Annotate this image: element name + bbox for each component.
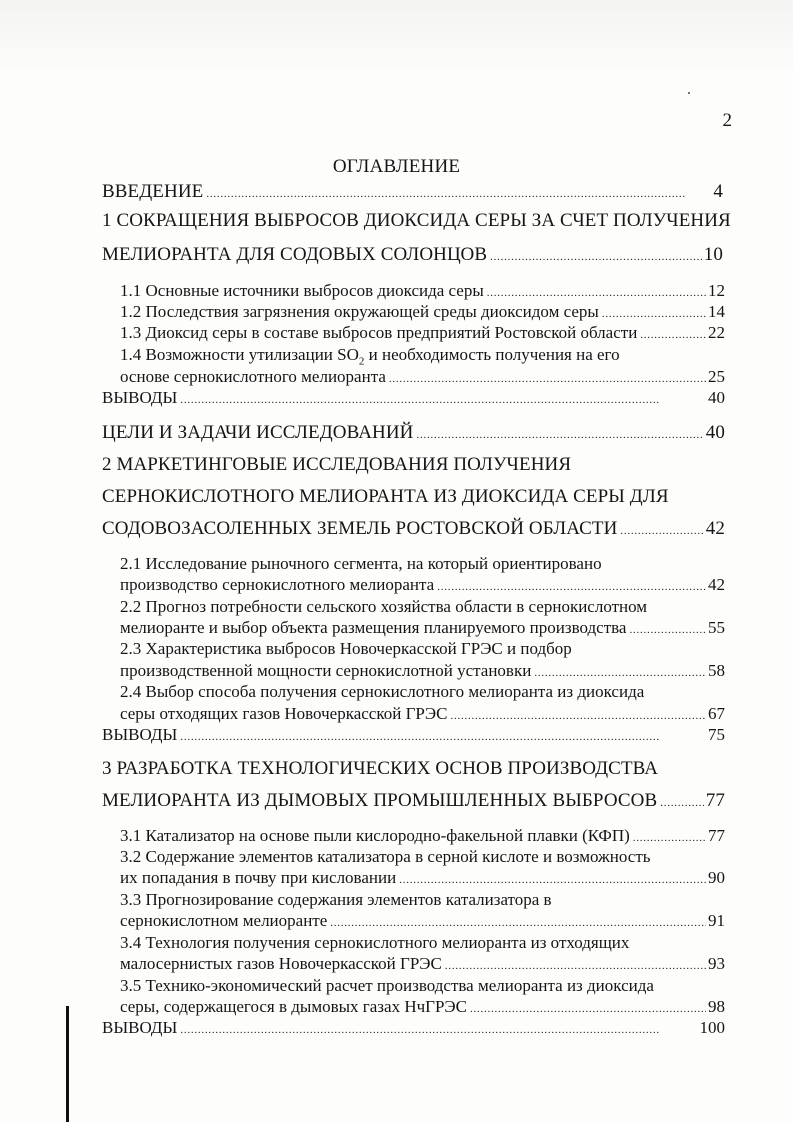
toc-entry-page: 90 bbox=[708, 868, 725, 887]
dot-leader bbox=[633, 827, 706, 844]
toc-entry-chapter-1[interactable] bbox=[102, 245, 723, 264]
toc-chapter-2-line1: 2 МАРКЕТИНГОВЫЕ ИССЛЕДОВАНИЯ ПОЛУЧЕНИЯ bbox=[102, 454, 572, 475]
toc-entry-page: 42 bbox=[708, 575, 725, 594]
dot-leader bbox=[417, 423, 704, 442]
toc-1-4-line1-pre: 1.4 Возможности утилизации SO bbox=[120, 345, 359, 364]
toc-entry-page: 98 bbox=[708, 997, 725, 1016]
toc-entry-1-3[interactable] bbox=[120, 324, 725, 341]
toc-entry-page: 55 bbox=[708, 618, 725, 637]
toc-entry-page: 75 bbox=[708, 725, 725, 744]
dot-leader bbox=[180, 1019, 697, 1036]
toc-entry-3-1[interactable] bbox=[120, 827, 725, 844]
toc-chapter-1-line1: 1 СОКРАЩЕНИЯ ВЫБРОСОВ ДИОКСИДА СЕРЫ ЗА СЧЕТ ПОЛУЧЕНИЯ bbox=[102, 210, 731, 231]
toc-entry-goals[interactable] bbox=[102, 423, 725, 442]
toc-entry-conclusions-3[interactable] bbox=[102, 1019, 725, 1036]
toc-entry-conclusions-2[interactable] bbox=[102, 726, 725, 743]
toc-chapter-3-line1: 3 РАЗРАБОТКА ТЕХНОЛОГИЧЕСКИХ ОСНОВ ПРОИЗВОДСТВА bbox=[102, 758, 659, 779]
toc-entry-title: ВЫВОДЫ bbox=[102, 1018, 178, 1037]
toc-1-4-subscript: 2 bbox=[358, 355, 365, 368]
page-number: 2 bbox=[722, 110, 732, 131]
toc-entry-page: 4 bbox=[713, 181, 723, 202]
dot-leader bbox=[470, 998, 706, 1015]
dot-leader bbox=[660, 791, 704, 810]
toc-entry-introduction[interactable] bbox=[102, 182, 723, 201]
dot-leader bbox=[180, 389, 706, 406]
toc-entry-title: ВВЕДЕНИЕ bbox=[102, 181, 204, 202]
toc-1-4-line1-post: и необходимость получения на его bbox=[364, 345, 620, 364]
toc-entry-page: 25 bbox=[708, 367, 725, 386]
dot-leader bbox=[534, 662, 706, 679]
toc-entry-2-1[interactable] bbox=[120, 576, 725, 593]
toc-3-4-line1: 3.4 Технология получения сернокислотного мелиоранта из отходящих bbox=[120, 933, 630, 952]
toc-entry-page: 67 bbox=[708, 704, 725, 723]
toc-entry-3-3[interactable] bbox=[120, 912, 725, 929]
toc-entry-page: 12 bbox=[708, 281, 725, 300]
dot-leader bbox=[399, 869, 706, 886]
toc-entry-title: серы отходящих газов Новочеркасской ГРЭС bbox=[120, 704, 448, 723]
toc-entry-3-4[interactable] bbox=[120, 955, 725, 972]
dot-leader bbox=[180, 726, 706, 743]
toc-entry-page: 58 bbox=[708, 661, 725, 680]
toc-2-4-line1: 2.4 Выбор способа получения сернокислотного мелиоранта из диоксида bbox=[120, 682, 645, 701]
toc-entry-title: 1.2 Последствия загрязнения окружающей среды диоксидом серы bbox=[120, 302, 599, 321]
toc-entry-2-2[interactable] bbox=[120, 619, 725, 636]
toc-entry-title: сернокислотном мелиоранте bbox=[120, 911, 328, 930]
dot-leader bbox=[620, 519, 703, 538]
toc-entry-page: 93 bbox=[708, 954, 725, 973]
toc-entry-title: МЕЛИОРАНТА ИЗ ДЫМОВЫХ ПРОМЫШЛЕННЫХ ВЫБРОСОВ bbox=[102, 790, 658, 811]
dot-leader bbox=[389, 368, 706, 385]
toc-entry-2-4[interactable] bbox=[120, 705, 725, 722]
toc-entry-title: основе сернокислотного мелиоранта bbox=[120, 367, 386, 386]
toc-1-4-line1 bbox=[120, 346, 620, 367]
toc-entry-1-4[interactable] bbox=[120, 368, 725, 385]
toc-entry-page: 91 bbox=[708, 911, 725, 930]
toc-entry-2-3[interactable] bbox=[120, 662, 725, 679]
toc-entry-title: малосернистых газов Новочеркасской ГРЭС bbox=[120, 954, 442, 973]
toc-2-1-line1: 2.1 Исследование рыночного сегмента, на который ориентировано bbox=[120, 554, 602, 573]
toc-entry-page: 77 bbox=[705, 790, 725, 811]
toc-entry-title: ВЫВОДЫ bbox=[102, 725, 178, 744]
toc-entry-chapter-3[interactable] bbox=[102, 791, 725, 810]
dot-leader bbox=[640, 324, 706, 341]
dot-leader bbox=[490, 245, 702, 264]
toc-entry-3-2[interactable] bbox=[120, 869, 725, 886]
toc-entry-page: 40 bbox=[705, 422, 725, 443]
toc-entry-conclusions-1[interactable] bbox=[102, 389, 725, 406]
dot-leader bbox=[629, 619, 706, 636]
dot-leader bbox=[330, 912, 706, 929]
toc-chapter-2-line2: СЕРНОКИСЛОТНОГО МЕЛИОРАНТА ИЗ ДИОКСИДА СЕРЫ ДЛЯ bbox=[102, 486, 669, 507]
toc-3-2-line1: 3.2 Содержание элементов катализатора в серной кислоте и возможность bbox=[120, 847, 651, 866]
dot-leader bbox=[437, 576, 706, 593]
toc-entry-1-1[interactable] bbox=[120, 282, 725, 299]
toc-entry-page: 10 bbox=[703, 244, 723, 265]
toc-entry-title: серы, содержащегося в дымовых газах НчГРЭС bbox=[120, 997, 467, 1016]
toc-entry-title: ВЫВОДЫ bbox=[102, 388, 178, 407]
toc-3-5-line1: 3.5 Технико-экономический расчет производства мелиоранта из диоксида bbox=[120, 976, 654, 995]
toc-entry-title: мелиоранте и выбор объекта размещения планируемого производства bbox=[120, 618, 627, 637]
toc-entry-title: 1.1 Основные источники выбросов диоксида серы bbox=[120, 281, 484, 300]
toc-entry-title: производство сернокислотного мелиоранта bbox=[120, 575, 435, 594]
toc-entry-title: СОДОВОЗАСОЛЕННЫХ ЗЕМЕЛЬ РОСТОВСКОЙ ОБЛАСТИ bbox=[102, 518, 618, 539]
toc-entry-chapter-2[interactable] bbox=[102, 519, 725, 538]
toc-entry-page: 100 bbox=[699, 1018, 725, 1037]
toc-entry-page: 14 bbox=[708, 302, 725, 321]
toc-2-3-line1: 2.3 Характеристика выбросов Новочеркасской ГРЭС и подбор bbox=[120, 639, 572, 658]
toc-entry-1-2[interactable] bbox=[120, 303, 725, 320]
toc-entry-title: МЕЛИОРАНТА ДЛЯ СОДОВЫХ СОЛОНЦОВ bbox=[102, 244, 488, 265]
dot-leader bbox=[206, 182, 711, 201]
toc-title: ОГЛАВЛЕНИЕ bbox=[332, 156, 461, 177]
toc-entry-title: 3.1 Катализатор на основе пыли кислородно-факельной плавки (КФП) bbox=[120, 826, 630, 845]
toc-entry-page: 40 bbox=[708, 388, 725, 407]
dot-leader bbox=[487, 282, 706, 299]
toc-2-2-line1: 2.2 Прогноз потребности сельского хозяйства области в сернокислотном bbox=[120, 597, 648, 616]
dot-leader bbox=[445, 955, 706, 972]
dot-leader bbox=[602, 303, 706, 320]
toc-entry-title: производственной мощности сернокислотной установки bbox=[120, 661, 532, 680]
dot-leader bbox=[450, 705, 706, 722]
toc-entry-title: их попадания в почву при кисловании bbox=[120, 868, 397, 887]
toc-entry-page: 42 bbox=[705, 518, 725, 539]
toc-entry-title: ЦЕЛИ И ЗАДАЧИ ИССЛЕДОВАНИЙ bbox=[102, 422, 414, 443]
toc-entry-title: 1.3 Диоксид серы в составе выбросов предприятий Ростовской области bbox=[120, 323, 638, 342]
toc-entry-page: 77 bbox=[708, 826, 725, 845]
toc-entry-page: 22 bbox=[708, 323, 725, 342]
toc-entry-3-5[interactable] bbox=[120, 998, 725, 1015]
toc-3-3-line1: 3.3 Прогнозирование содержания элементов катализатора в bbox=[120, 890, 552, 909]
